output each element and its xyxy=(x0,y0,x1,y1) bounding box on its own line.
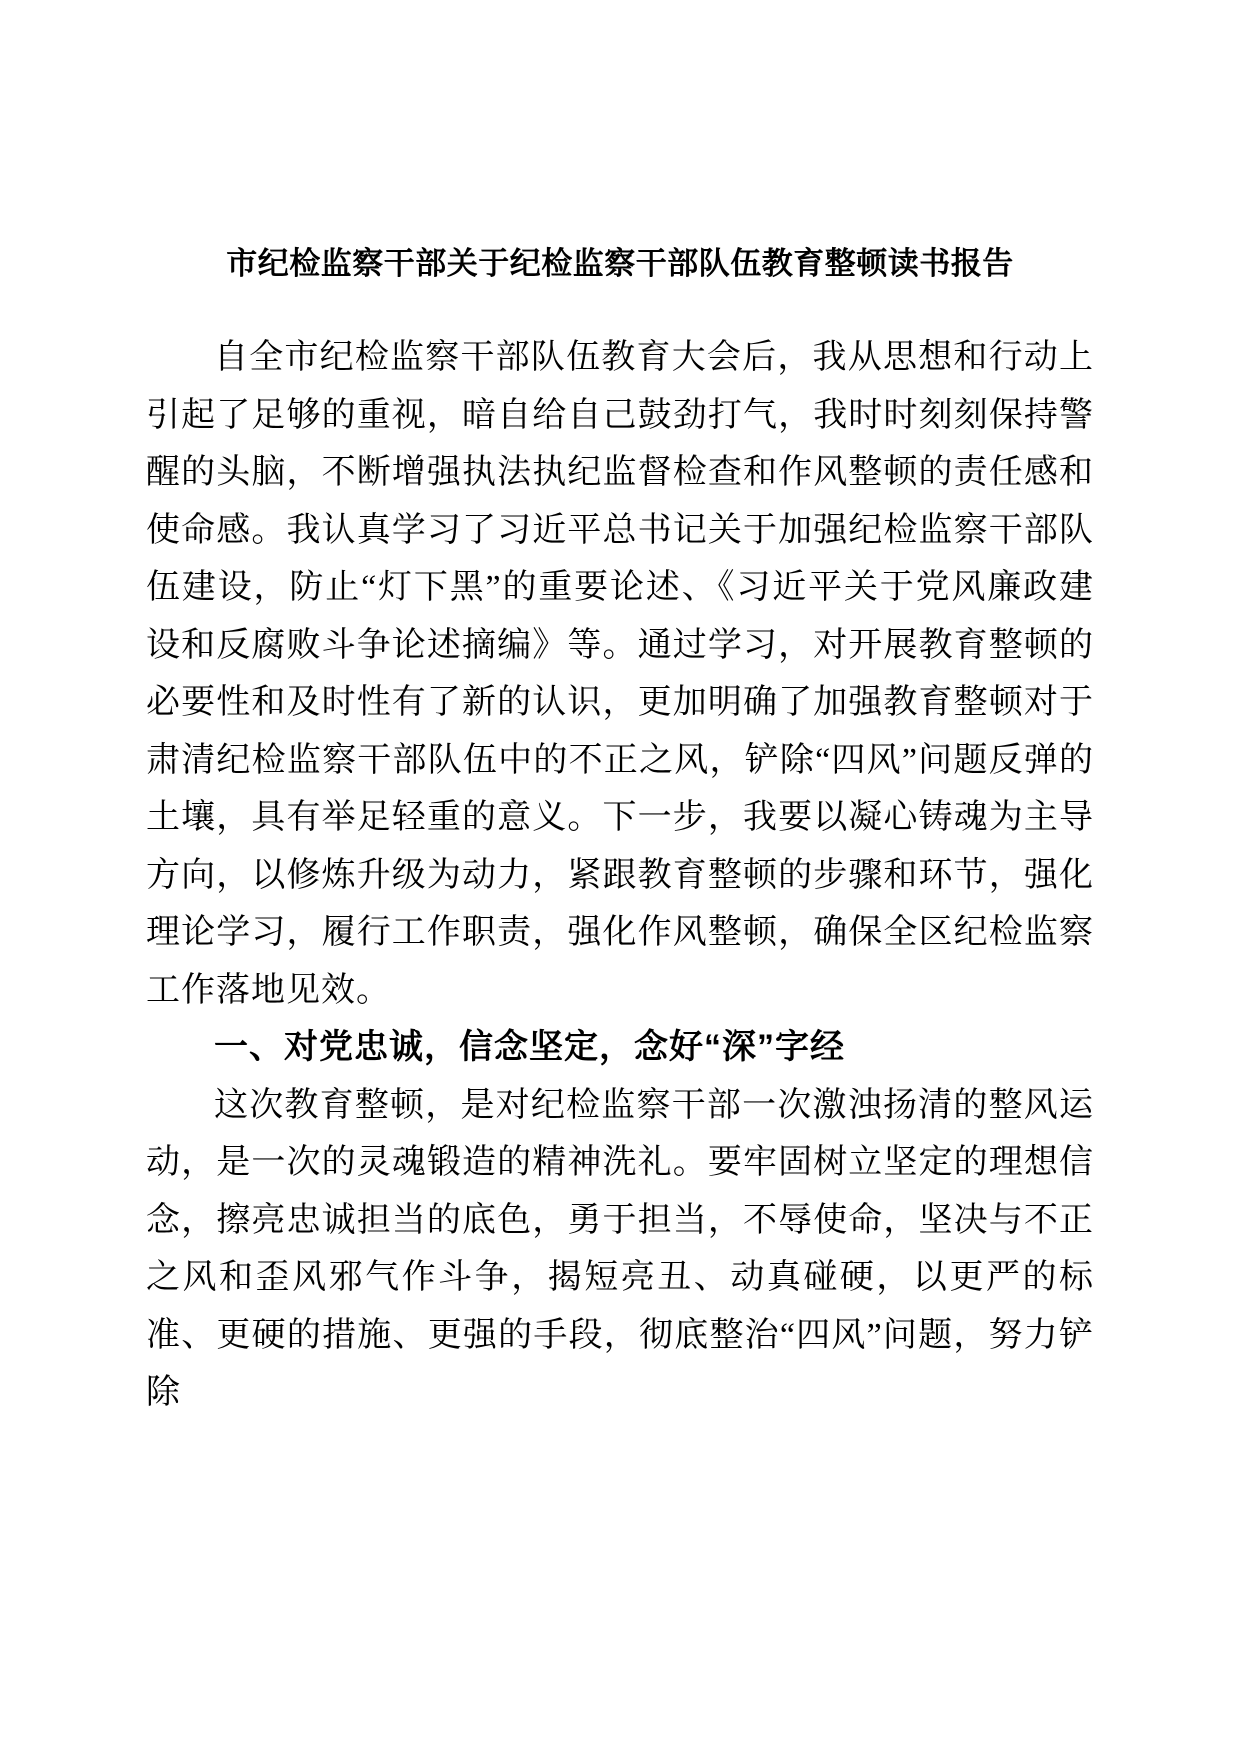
body-paragraph-1: 自全市纪检监察干部队伍教育大会后，我从思想和行动上引起了足够的重视，暗自给自己鼓劲打气，我时时刻刻保持警醒的头脑，不断增强执法执纪监督检查和作风整顿的责任感和使命感。我认真学习了习近平总书记关于加强纪检监察干部队伍建设，防止“灯下黑”的重要论述、《习近平关于党风廉政建设和反腐败斗争论述摘编》等。通过学习，对开展教育整顿的必要性和及时性有了新的认识，更加明确了加强教育整顿对于肃清纪检监察干部队伍中的不正之风，铲除“四风”问题反弹的土壤，具有举足轻重的意义。下一步，我要以凝心铸魂为主导方向，以修炼升级为动力，紧跟教育整顿的步骤和环节，强化理论学习，履行工作职责，强化作风整顿，确保全区纪检监察工作落地见效。 xyxy=(146,339,1094,1009)
body-paragraph-2: 这次教育整顿，是对纪检监察干部一次激浊扬清的整风运动，是一次的灵魂锻造的精神洗礼。要牢固树立坚定的理想信念，擦亮忠诚担当的底色，勇于担当，不辱使命，坚决与不正之风和歪风邪气作斗争，揭短亮丑、动真碰硬，以更严的标准、更硬的措施、更强的手段，彻底整治“四风”问题，努力铲除 xyxy=(146,1086,1094,1411)
section-heading-1: 一、对党忠诚，信念坚定，念好“深”字经 xyxy=(214,1028,845,1066)
document-title: 市纪检监察干部关于纪检监察干部队伍教育整顿读书报告 xyxy=(226,246,1014,281)
